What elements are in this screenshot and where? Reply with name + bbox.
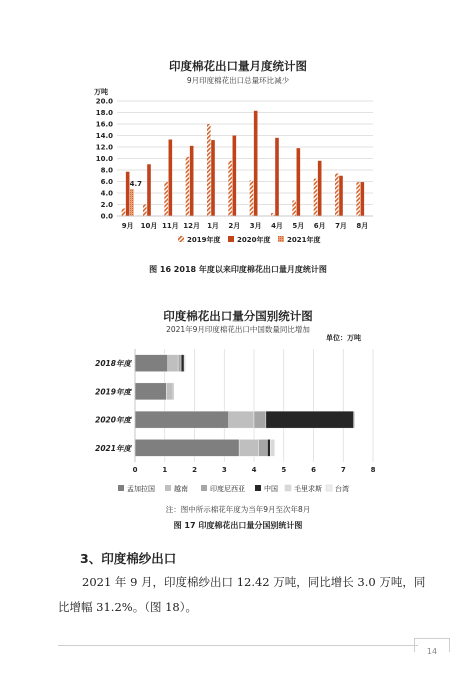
chart2-plot bbox=[0, 345, 476, 500]
chart2-xtick-label: 8 bbox=[370, 466, 376, 474]
chart1-bar bbox=[147, 164, 151, 216]
chart2-note: 注：图中所示棉花年度为当年9月至次年8月 bbox=[165, 505, 311, 514]
chart2-legend-label: 越南 bbox=[174, 485, 188, 493]
chart1-bar bbox=[335, 173, 339, 216]
chart1-bar bbox=[361, 182, 365, 216]
chart2-bar-segment bbox=[135, 383, 166, 400]
chart2-xtick-label: 2 bbox=[192, 466, 197, 474]
chart1-legend-label: 2019年度 bbox=[187, 236, 221, 244]
chart1-bar bbox=[164, 182, 168, 216]
chart2-bar-segment bbox=[239, 439, 258, 456]
chart1-bar bbox=[143, 205, 147, 217]
chart1-bar bbox=[190, 146, 194, 216]
chart2-bar-segment bbox=[258, 439, 267, 456]
chart2-bar-segment bbox=[168, 355, 178, 372]
chart1-xtick-label: 10月 bbox=[140, 222, 158, 230]
chart1-ytick-label: 4.0 bbox=[100, 189, 113, 198]
chart1-legend-swatch bbox=[278, 236, 284, 242]
chart1-bar bbox=[211, 140, 215, 216]
chart1-data-label: 4.7 bbox=[129, 179, 143, 188]
chart1-legend-label: 2020年度 bbox=[237, 236, 271, 244]
chart2-category-label: 2020年度 bbox=[95, 415, 131, 425]
chart1-legend-swatch bbox=[228, 236, 234, 242]
chart1-ytick-label: 2.0 bbox=[100, 201, 113, 209]
chart1-xtick-label: 5月 bbox=[292, 222, 305, 230]
chart2-bar-segment bbox=[229, 411, 254, 428]
chart2-legend-swatch bbox=[285, 485, 291, 491]
chart1-subtitle: 9月印度棉花出口总量环比减少 bbox=[186, 76, 290, 85]
chart2-category-label: 2021年度 bbox=[95, 443, 131, 453]
chart2-legend-label: 孟加拉国 bbox=[127, 485, 155, 493]
chart1-title: 印度棉花出口量月度统计图 bbox=[169, 59, 307, 73]
chart1-xtick-label: 6月 bbox=[313, 222, 326, 230]
chart2-bar-segment bbox=[270, 439, 274, 456]
chart1-bar bbox=[339, 176, 343, 216]
chart1-bar bbox=[356, 182, 360, 216]
chart2-legend-swatch bbox=[201, 485, 207, 491]
chart1-bar bbox=[122, 209, 126, 216]
chart2-legend-swatch bbox=[255, 485, 261, 491]
chart2-bar-segment bbox=[135, 411, 229, 428]
chart1-xtick-label: 9月 bbox=[121, 222, 134, 230]
chart2-xtick-label: 5 bbox=[281, 466, 287, 474]
chart1-xtick-label: 2月 bbox=[228, 222, 241, 230]
chart2-xtick-label: 6 bbox=[311, 466, 316, 474]
chart2-bar-segment bbox=[184, 355, 185, 372]
chart1-ytick-label: 10.0 bbox=[95, 155, 113, 163]
chart2-legend-label: 印度尼西亚 bbox=[210, 485, 245, 493]
chart2-category-label: 2019年度 bbox=[95, 387, 131, 397]
section-heading: 3、印度棉纱出口 bbox=[80, 551, 177, 566]
chart1-bar bbox=[297, 148, 301, 216]
chart2-xtick-label: 1 bbox=[162, 466, 168, 474]
chart1-bar bbox=[207, 124, 211, 216]
chart1-xtick-label: 3月 bbox=[249, 222, 262, 230]
chart1-xtick-label: 1月 bbox=[207, 222, 219, 230]
page-number-box bbox=[414, 638, 450, 656]
chart2-bar-segment bbox=[135, 355, 168, 372]
chart1-plot bbox=[0, 90, 476, 260]
chart1-bar bbox=[292, 200, 296, 216]
chart1-bar bbox=[275, 138, 279, 216]
chart2-bar-segment bbox=[354, 411, 355, 428]
chart1-legend-label: 2021年度 bbox=[287, 236, 321, 244]
chart1-bar bbox=[250, 180, 254, 216]
chart1-caption: 图 16 2018 年度以来印度棉花出口量月度统计图 bbox=[149, 265, 327, 274]
chart2-legend-label: 毛里求斯 bbox=[294, 485, 322, 493]
chart1-bar bbox=[130, 189, 134, 216]
chart2-bar-segment bbox=[135, 439, 239, 456]
chart2-bar-segment bbox=[267, 439, 270, 456]
chart2-category-label: 2018年度 bbox=[95, 359, 131, 369]
chart1-ytick-label: 6.0 bbox=[100, 178, 113, 186]
chart1-unit-label: 万吨 bbox=[94, 88, 108, 96]
chart2-bar-segment bbox=[178, 355, 181, 372]
chart1-bar bbox=[233, 136, 237, 217]
chart2-unit-label: 单位：万吨 bbox=[326, 334, 361, 342]
chart2-legend-swatch bbox=[165, 485, 171, 491]
chart1-bar bbox=[126, 172, 130, 216]
chart1-legend-swatch bbox=[178, 236, 184, 242]
chart1-xtick-label: 11月 bbox=[161, 222, 179, 230]
chart2-legend-swatch bbox=[326, 485, 332, 491]
chart1-xtick-label: 12月 bbox=[183, 222, 201, 230]
chart1-ytick-label: 12.0 bbox=[95, 143, 113, 152]
chart2-xtick-label: 3 bbox=[221, 466, 227, 474]
chart1-xtick-label: 7月 bbox=[335, 222, 347, 230]
paragraph-line-2: 比增幅 31.2%。（图 18）。 bbox=[58, 600, 197, 614]
page-number: 14 bbox=[426, 647, 438, 656]
chart2-bar-segment bbox=[181, 355, 184, 372]
chart2-bar-segment bbox=[166, 383, 172, 400]
chart1-ytick-label: 14.0 bbox=[95, 132, 113, 140]
chart1-ytick-label: 0.0 bbox=[100, 212, 113, 221]
chart2-bar-segment bbox=[254, 411, 266, 428]
footer-rule bbox=[58, 645, 418, 646]
chart1-ytick-label: 20.0 bbox=[95, 97, 113, 106]
chart2-bar-segment bbox=[172, 383, 173, 400]
chart1-ytick-label: 18.0 bbox=[95, 109, 113, 117]
chart1-xtick-label: 4月 bbox=[271, 222, 283, 230]
chart1-ytick-label: 8.0 bbox=[100, 166, 113, 175]
chart1-ytick-label: 16.0 bbox=[95, 120, 113, 129]
chart2-xtick-label: 0 bbox=[132, 466, 138, 474]
chart1-bar bbox=[169, 140, 173, 216]
chart1-bar bbox=[271, 213, 275, 216]
chart2-legend-swatch bbox=[118, 485, 124, 491]
chart1-bar bbox=[228, 161, 232, 216]
chart1-xtick-label: 8月 bbox=[356, 222, 369, 230]
chart2-bar-segment bbox=[266, 411, 354, 428]
chart1-bar bbox=[254, 111, 258, 216]
chart2-xtick-label: 7 bbox=[340, 466, 346, 474]
paragraph-line-1: 2021 年 9 月，印度棉纱出口 12.42 万吨，同比增长 3.0 万吨，同 bbox=[82, 575, 426, 589]
chart2-title: 印度棉花出口量分国别统计图 bbox=[163, 309, 313, 323]
chart1-bar bbox=[186, 157, 190, 216]
chart1-bar bbox=[318, 161, 322, 216]
chart2-legend-label: 台湾 bbox=[335, 485, 349, 493]
chart1-bar bbox=[314, 179, 318, 216]
chart2-subtitle: 2021年9月印度棉花出口中国数量同比增加 bbox=[166, 325, 310, 334]
chart2-caption: 图 17 印度棉花出口量分国别统计图 bbox=[173, 521, 303, 530]
chart2-xtick-label: 4 bbox=[251, 466, 257, 474]
chart2-legend-label: 中国 bbox=[264, 485, 278, 493]
